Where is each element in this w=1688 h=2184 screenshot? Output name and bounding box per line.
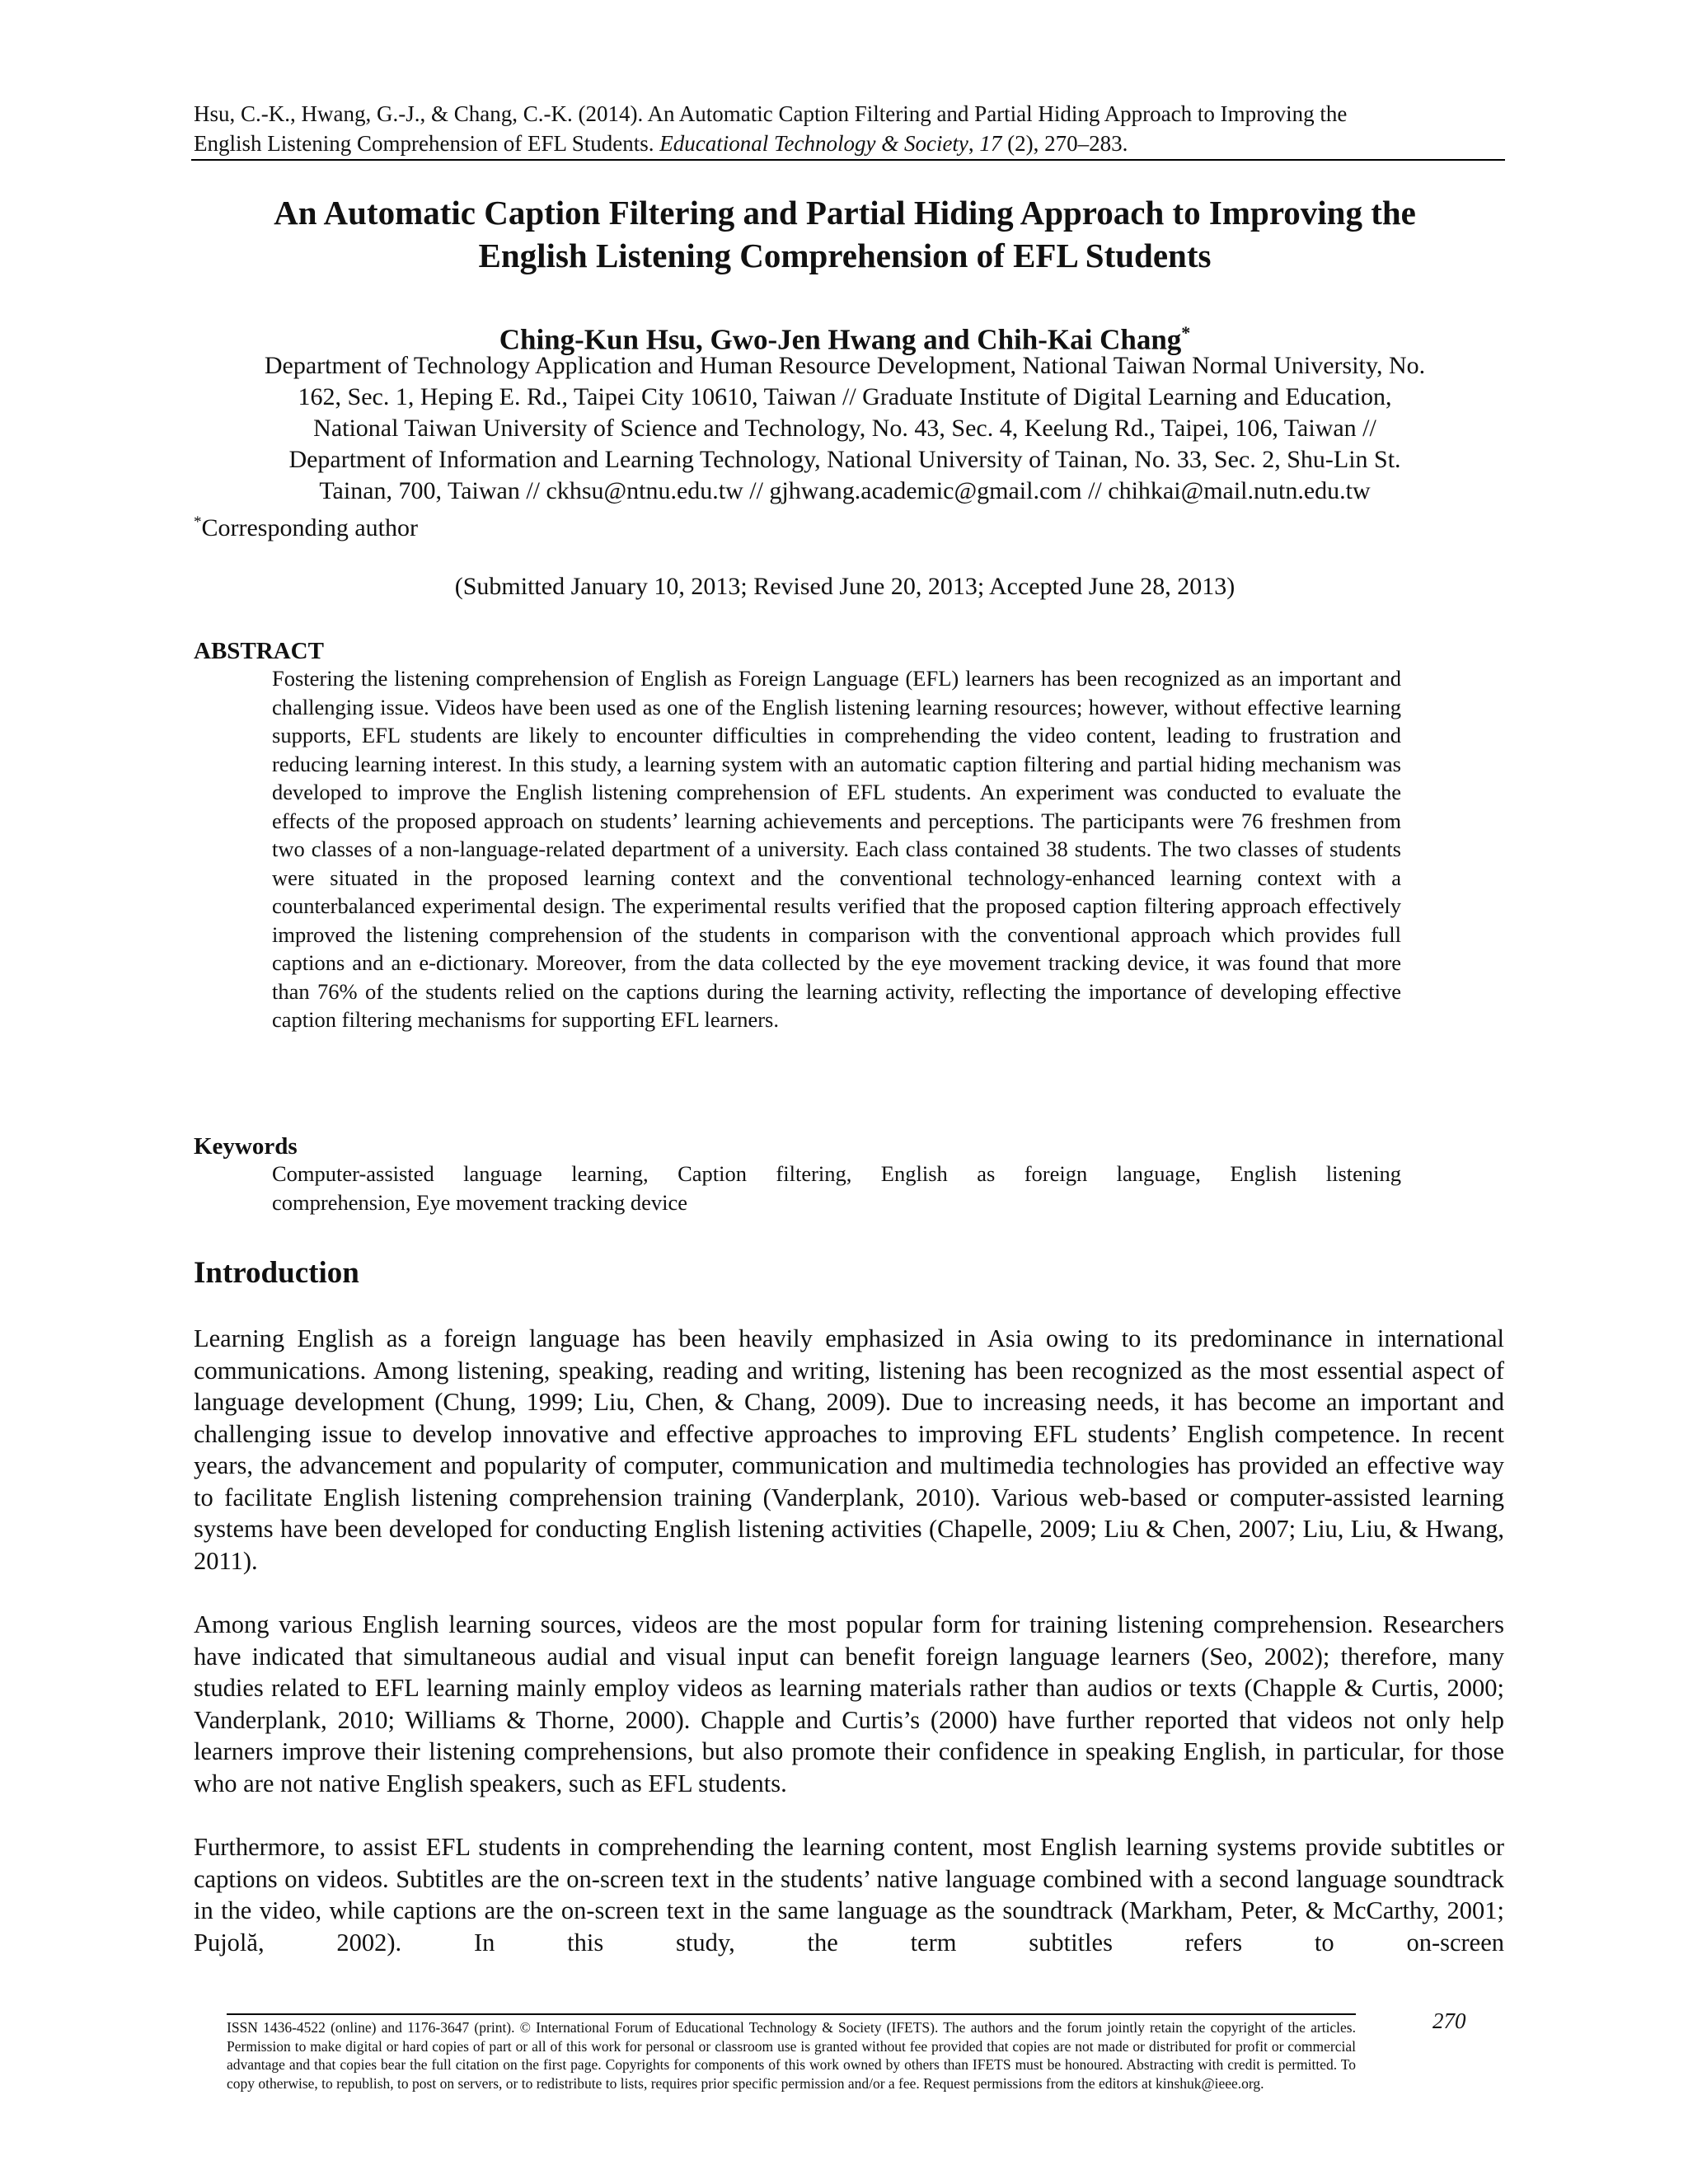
keywords-line-1: Computer-assisted language learning, Caption filtering, English as foreign language, English listening — [272, 1161, 1401, 1186]
affiliation-line: Department of Technology Application and Human Resource Development, National Taiwan Normal University, No. — [264, 352, 1426, 379]
affiliation-line: National Taiwan University of Science and Technology, No. 43, Sec. 4, Keelung Rd., Taipei, 106, Taiwan // — [313, 415, 1376, 442]
citation-journal: Educational Technology & Society — [659, 131, 968, 156]
citation-line-1: Hsu, C.-K., Hwang, G.-J., & Chang, C.-K. (2014). An Automatic Caption Filtering and Partial Hiding Approach to Improving the — [194, 101, 1348, 126]
title-line-2: English Listening Comprehension of EFL Students — [478, 237, 1212, 274]
citation-issue-pages: (2), 270–283. — [1001, 131, 1128, 156]
keywords-heading: Keywords — [194, 1133, 298, 1160]
affiliation-line: Department of Information and Learning Technology, National University of Tainan, No. 33, Sec. 2, Shu-Lin St. — [288, 446, 1401, 473]
citation-separator: , — [968, 131, 980, 156]
intro-paragraph: Furthermore, to assist EFL students in comprehending the learning content, most English learning systems provide subtitles or captions on videos. Subtitles are the on-screen text in the students’ native language combined with a second language soundtrack in the video, while captions are the on-screen text in the same language as the soundtrack (Markham, Peter, & McCarthy, 2001; Pujolă, 2002). In this study, the term subtitles refers to on-screen — [194, 1833, 1504, 1957]
corresponding-note-marker: * — [194, 513, 202, 531]
citation-line-2 — [194, 129, 1504, 158]
intro-paragraph: Among various English learning sources, videos are the most popular form for training listening comprehension. Researchers have indicated that simultaneous audial and visual input can benefit foreign language learners (Seo, 2002); therefore, many studies related to EFL learning mainly employ videos as learning materials rather than audios or texts (Chapple & Curtis, 2000; Vanderplank, 2010; Williams & Thorne, 2000). Chapple and Curtis’s (2000) have further reported that videos not only help learners improve their listening comprehensions, but also promote their confidence in speaking English, in particular, for those who are not native English speakers, such as EFL students. — [194, 1610, 1504, 1797]
citation-volume: 17 — [979, 131, 1002, 156]
keywords-text — [272, 1160, 1401, 1216]
keywords-line-2: comprehension, Eye movement tracking device — [272, 1189, 688, 1215]
introduction-body — [194, 1323, 1504, 1990]
intro-paragraph: Learning English as a foreign language has been heavily emphasized in Asia owing to its predominance in international communications. Among listening, speaking, reading and writing, listening has been recognized as the most essential aspect of language development (Chung, 1999; Liu, Chen, & Chang, 2009). Due to increasing needs, it has become an important and challenging issue to develop innovative and effective approaches to improving EFL students’ English competence. In recent years, the advancement and popularity of computer, communication and multimedia technologies has provided an effective way to facilitate English listening comprehension training (Vanderplank, 2010). Various web-based or computer-assisted learning systems have been developed for conducting English listening activities (Chapelle, 2009; Liu & Chen, 2007; Liu, Liu, & Hwang, 2011). — [194, 1324, 1504, 1575]
corresponding-note-text: Corresponding author — [201, 514, 418, 541]
copyright-footnote: ISSN 1436-4522 (online) and 1176-3647 (print). © International Forum of Educational Technology & Society (IFETS). The authors and the forum jointly retain the copyright of the articles. Permission to make digital or hard copies of part or all of this work for personal or classroom use is granted without fee provided that copies are not made or distributed for profit or commercial advantage and that copies bear the full citation on the first page. Copyrights for components of this work owned by others than IFETS must be honoured. Abstracting with credit is permitted. To copy otherwise, to republish, to post on servers, or to redistribute to lists, requires prior specific permission and/or a fee. Request permissions from the editors at kinshuk@ieee.org. — [227, 2019, 1356, 2092]
title-line-1: An Automatic Caption Filtering and Partial Hiding Approach to Improving the — [274, 194, 1416, 232]
affiliation-line: 162, Sec. 1, Heping E. Rd., Taipei City 10610, Taiwan // Graduate Institute of Digital Learning and Education, — [298, 383, 1392, 410]
page-number: 270 — [1432, 2008, 1466, 2033]
affiliation-line: Tainan, 700, Taiwan // ckhsu@ntnu.edu.tw // gjhwang.academic@gmail.com // chihkai@mail.nutn.edu.tw — [319, 477, 1371, 504]
corresponding-marker: * — [1181, 322, 1191, 343]
introduction-heading: Introduction — [194, 1256, 359, 1290]
abstract-text: Fostering the listening comprehension of English as Foreign Language (EFL) learners has been recognized as an important and challenging issue. Videos have been used as one of the English listening learning resources; however, without effective learning supports, EFL students are likely to encounter difficulties in comprehending the video content, leading to frustration and reducing learning interest. In this study, a learning system with an automatic caption filtering and partial hiding mechanism was developed to improve the English listening comprehension of EFL students. An experiment was conducted to evaluate the effects of the proposed approach on students’ learning achievements and perceptions. The participants were 76 freshmen from two classes of a non-language-related department of a university. Each class contained 38 students. The two classes of students were situated in the proposed learning context and the conventional technology-enhanced learning context with a counterbalanced experimental design. The experimental results verified that the proposed caption filtering approach effectively improved the listening comprehension of the students in comparison with the conventional approach which provides full captions and an e-dictionary. Moreover, from the data collected by the eye movement tracking device, it was found that more than 76% of the students relied on the captions during the learning activity, reflecting the importance of developing effective caption filtering mechanisms for supporting EFL learners. — [272, 666, 1401, 1032]
abstract-heading: ABSTRACT — [194, 638, 324, 664]
corresponding-author-note — [194, 507, 418, 544]
header-rule — [191, 159, 1505, 161]
citation-header — [194, 99, 1504, 158]
citation-prefix: English Listening Comprehension of EFL Students. — [194, 131, 660, 156]
author-names: Ching-Kun Hsu, Gwo-Jen Hwang and Chih-Kai Chang — [499, 323, 1182, 356]
submission-dates: (Submitted January 10, 2013; Revised June 20, 2013; Accepted June 28, 2013) — [454, 573, 1236, 600]
affiliations — [185, 350, 1504, 507]
footnote-rule — [227, 2013, 1356, 2015]
paper-title — [165, 191, 1525, 277]
